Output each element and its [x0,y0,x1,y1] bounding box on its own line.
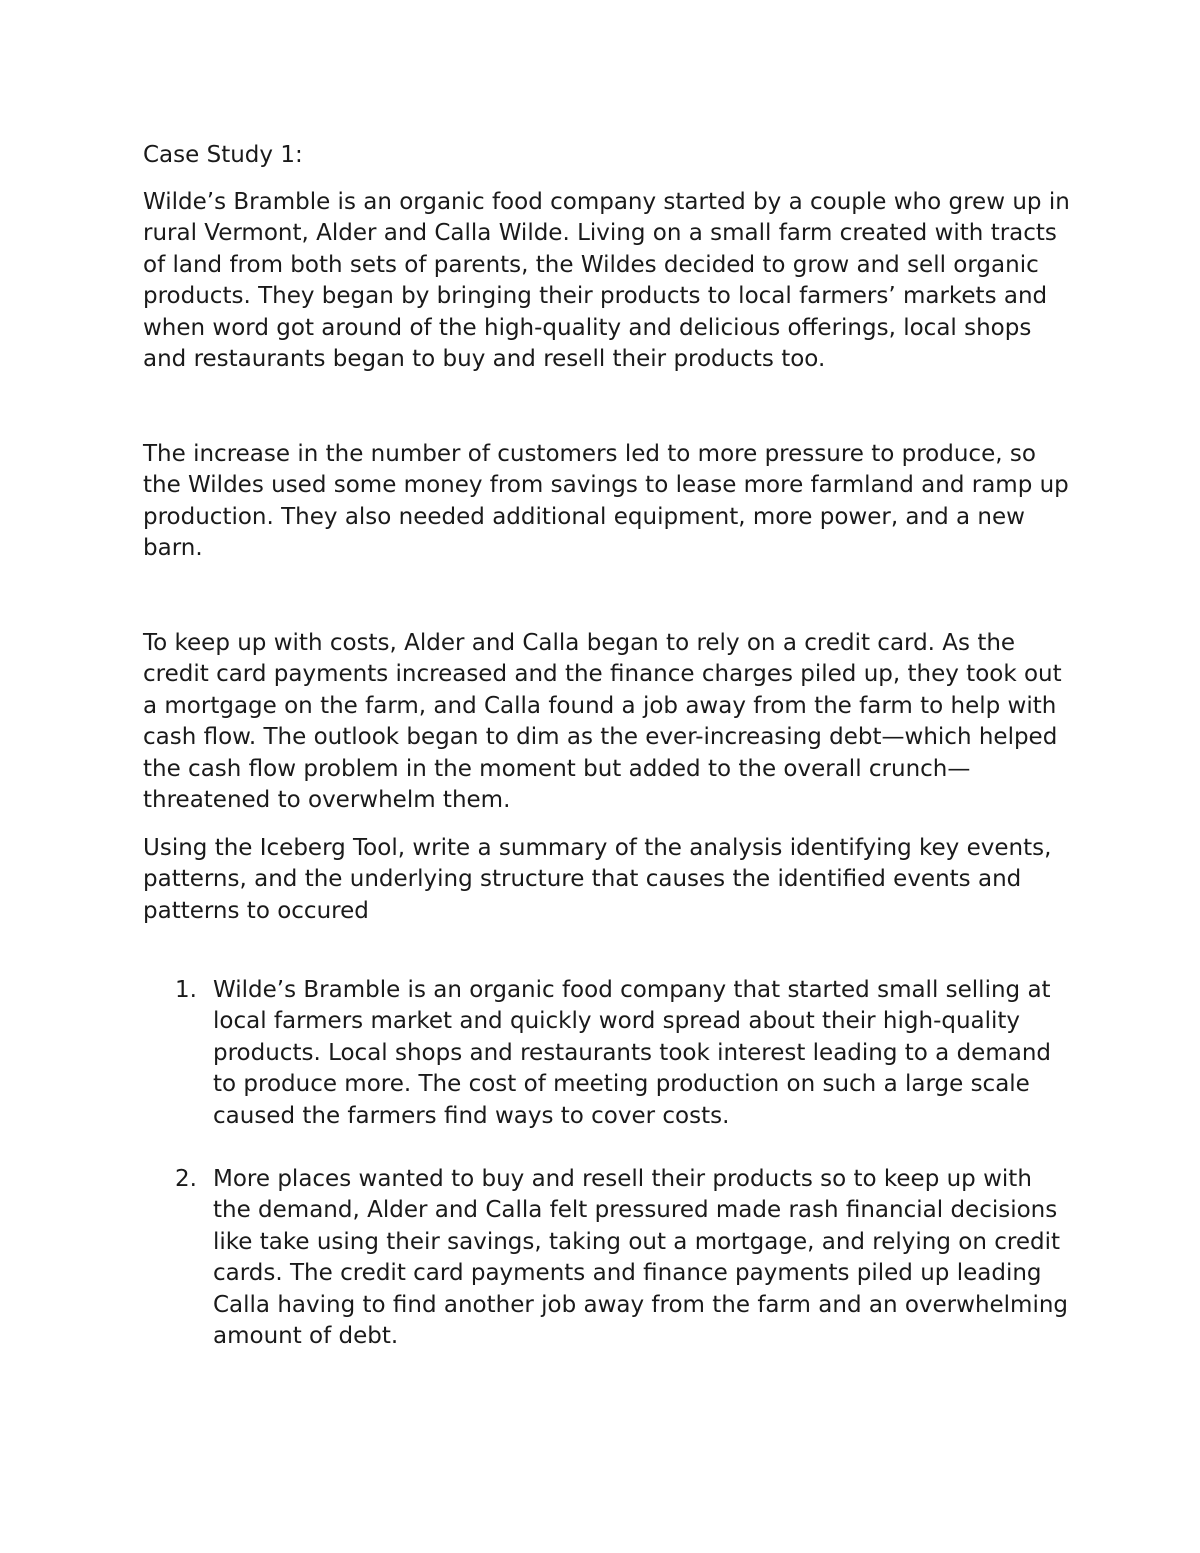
spacer [143,817,1073,833]
list-item [143,1164,1073,1353]
list-marker: 2. [175,1165,197,1192]
spacer [143,1132,1073,1164]
document-title: Case Study 1: [143,142,303,168]
paragraph-background: Wilde’s Bramble is an organic food company started by a couple who grew up in rural Vermont, Alder and Calla Wilde. Living on a small farm created with tracts of land from both sets of parents, the Wildes decided to grow and sell organic products. They began by bringing their products to local farmers’ markets and when word got around of the high-quality and delicious offerings, local shops and restaurants began to buy and resell their products too. [143,188,1070,372]
document-body [143,140,1073,1353]
list-item-text: Wilde’s Bramble is an organic food company that started small selling at local farmers market and quickly word spread about their high-quality products. Local shops and restaurants took interest leading to a demand to produce more. The cost of meeting production on such a large scale caused the farmers find ways to cover costs. [213,976,1051,1129]
paragraph-growth: The increase in the number of customers led to more pressure to produce, so the Wildes used some money from savings to lease more farmland and ramp up production. They also needed additional equipment, more power, and a new barn. [143,440,1069,561]
list-item [143,975,1073,1133]
spacer [143,376,1073,439]
list-marker: 1. [175,976,197,1003]
spacer [143,565,1073,628]
spacer [143,927,1073,943]
assignment-prompt: Using the Iceberg Tool, write a summary of the analysis identifying key events, patterns, and the underlying structure that causes the identified events and patterns to occured [143,834,1052,924]
list-item-text: More places wanted to buy and resell their products so to keep up with the demand, Alder and Calla felt pressured made rash financial decisions like take using their savings, taking out a mortgage, and relying on credit cards. The credit card payments and finance payments piled up leading Calla having to find another job away from the farm and an overwhelming amount of debt. [213,1165,1069,1349]
paragraph-debt: To keep up with costs, Alder and Calla began to rely on a credit card. As the credit card payments increased and the finance charges piled up, they took out a mortgage on the farm, and Calla found a job away from the farm to help with cash flow. The outlook began to dim as the ever-increasing debt—which helped the cash flow problem in the moment but added to the overall crunch—threatened to overwhelm them. [143,629,1062,813]
answer-list [143,975,1073,1353]
